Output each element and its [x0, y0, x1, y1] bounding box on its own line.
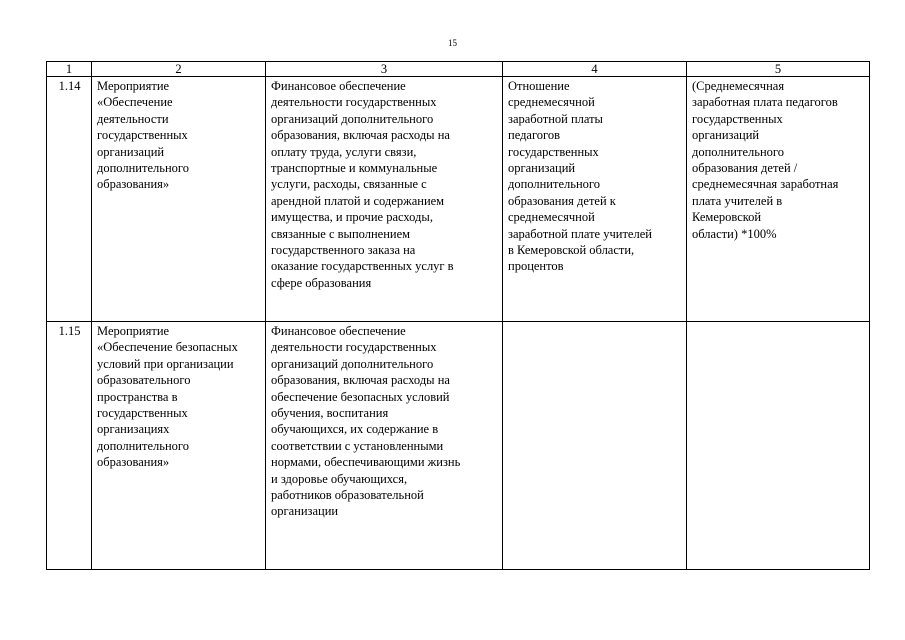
indicator-cell: [503, 322, 687, 570]
event-description-cell: Финансовое обеспечение деятельности государственных организаций дополнительного образования, включая расходы на обеспечение безопасных условий обучения, воспитания обучающихся, их содержание в соответствии с установленными нормами, обеспечивающими жизнь и здоровье обучающихся, работников образовательной организации: [266, 322, 503, 570]
row-number: 1.15: [47, 322, 92, 570]
column-header-5: 5: [687, 62, 870, 77]
formula-cell: (Среднемесячная заработная плата педагогов государственных организаций дополнительного образования детей / среднемесячная заработная плата учителей в Кемеровской области) *100%: [687, 77, 870, 322]
table-header-row: [47, 62, 870, 77]
event-name-cell: Мероприятие «Обеспечение деятельности государственных организаций дополнительного образования»: [92, 77, 266, 322]
table-row: [47, 77, 870, 322]
indicator-cell: Отношение среднемесячной заработной платы педагогов государственных организаций дополнительного образования детей к среднемесячной заработной плате учителей в Кемеровской области, процентов: [503, 77, 687, 322]
table-row: [47, 322, 870, 570]
event-name-cell: Мероприятие «Обеспечение безопасных условий при организации образовательного пространства в государственных организациях дополнительного образования»: [92, 322, 266, 570]
row-number: 1.14: [47, 77, 92, 322]
column-header-3: 3: [266, 62, 503, 77]
measures-table: [46, 61, 870, 570]
page-number: 15: [448, 38, 457, 48]
column-header-4: 4: [503, 62, 687, 77]
column-header-1: 1: [47, 62, 92, 77]
formula-cell: [687, 322, 870, 570]
event-description-cell: Финансовое обеспечение деятельности государственных организаций дополнительного образования, включая расходы на оплату труда, услуги связи, транспортные и коммунальные услуги, расходы, связанные с арендной платой и содержанием имущества, и прочие расходы, связанные с выполнением государственного заказа на оказание государственных услуг в сфере образования: [266, 77, 503, 322]
column-header-2: 2: [92, 62, 266, 77]
